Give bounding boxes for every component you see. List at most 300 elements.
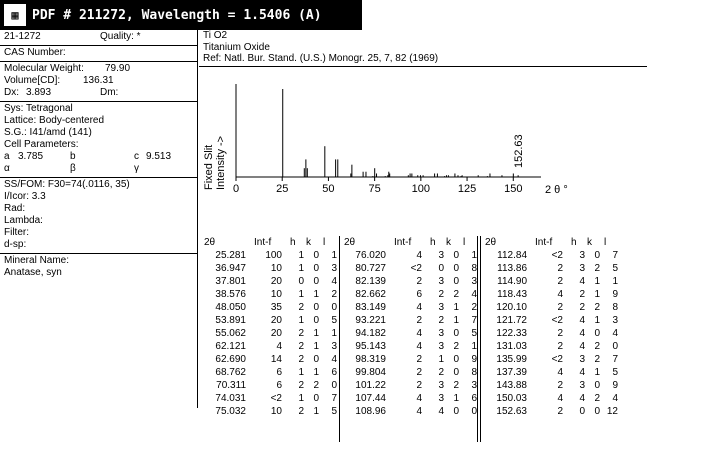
cell-h-index: 1 bbox=[298, 315, 304, 326]
table-row bbox=[342, 327, 482, 340]
cell-k-index: 0 bbox=[453, 406, 459, 417]
card-header-section bbox=[0, 30, 197, 46]
cell-l-index: 4 bbox=[331, 354, 337, 365]
cas-section bbox=[0, 46, 197, 62]
x-tick-label: 150 bbox=[504, 183, 523, 195]
cell-h-index: 4 bbox=[438, 406, 444, 417]
cell-two-theta: 101.22 bbox=[355, 380, 386, 391]
cell-two-theta: 62.121 bbox=[215, 341, 246, 352]
cell-l-index: 3 bbox=[471, 276, 477, 287]
table-row bbox=[483, 405, 623, 418]
cell-two-theta: 143.88 bbox=[496, 380, 527, 391]
cell-l-index: 7 bbox=[612, 354, 618, 365]
cell-k-index: 0 bbox=[594, 406, 600, 417]
ss-fom: SS/FOM: F30=74(.0116, 35) bbox=[4, 179, 130, 190]
cell-intensity: 6 bbox=[416, 289, 422, 300]
cell-h-index: 1 bbox=[298, 263, 304, 274]
cell-intensity: 6 bbox=[276, 367, 282, 378]
book-icon: ▦ bbox=[4, 4, 26, 26]
table-row bbox=[342, 314, 482, 327]
rad-label: Rad: bbox=[4, 203, 26, 214]
cell-intensity: <2 bbox=[551, 315, 563, 326]
d-sp-label: d-sp: bbox=[4, 239, 27, 250]
cell-a-value: 3.785 bbox=[18, 151, 44, 162]
dx-label: Dx: bbox=[4, 87, 19, 98]
table-row bbox=[342, 301, 482, 314]
table-row bbox=[483, 301, 623, 314]
cell-intensity: 2 bbox=[557, 341, 563, 352]
header-l-index: l bbox=[604, 237, 607, 248]
crystal-section bbox=[0, 102, 197, 178]
table-row bbox=[202, 301, 342, 314]
cell-alpha-label: α bbox=[4, 163, 10, 174]
cell-intensity: 2 bbox=[557, 276, 563, 287]
table-row bbox=[342, 275, 482, 288]
dm-label: Dm: bbox=[100, 87, 119, 98]
cell-h-index: 1 bbox=[298, 289, 304, 300]
cell-l-index: 3 bbox=[471, 380, 477, 391]
table-row bbox=[342, 366, 482, 379]
cell-two-theta: 122.33 bbox=[496, 328, 527, 339]
x-tick-label: 25 bbox=[276, 183, 289, 195]
cell-h-index: 4 bbox=[579, 315, 585, 326]
header-l-index: l bbox=[323, 237, 326, 248]
cell-k-index: 0 bbox=[453, 263, 459, 274]
cell-h-index: 2 bbox=[438, 367, 444, 378]
cell-intensity: 4 bbox=[416, 393, 422, 404]
cell-intensity: 20 bbox=[270, 328, 282, 339]
header-intensity: Int-f bbox=[254, 237, 272, 248]
cell-intensity: <2 bbox=[551, 354, 563, 365]
cell-intensity: 2 bbox=[557, 263, 563, 274]
cell-h-index: 3 bbox=[579, 380, 585, 391]
chemical-formula: Ti O2 bbox=[203, 30, 228, 41]
cell-k-index: 0 bbox=[453, 367, 459, 378]
cell-h-index: 4 bbox=[579, 328, 585, 339]
cell-k-index: 1 bbox=[313, 406, 319, 417]
cell-k-index: 1 bbox=[594, 315, 600, 326]
cell-l-index: 3 bbox=[331, 341, 337, 352]
pattern-panel bbox=[199, 30, 720, 450]
filter-label: Filter: bbox=[4, 227, 29, 238]
cell-k-index: 0 bbox=[313, 276, 319, 287]
cell-l-index: 4 bbox=[331, 276, 337, 287]
table-row bbox=[202, 379, 342, 392]
cell-two-theta: 113.86 bbox=[497, 263, 527, 274]
table-row bbox=[342, 405, 482, 418]
cell-k-index: 2 bbox=[453, 289, 459, 300]
cas-number-label: CAS Number: bbox=[4, 47, 66, 58]
cell-l-index: 3 bbox=[331, 263, 337, 274]
table-header-row bbox=[483, 236, 623, 249]
cell-h-index: 1 bbox=[438, 354, 444, 365]
cell-intensity: 4 bbox=[416, 302, 422, 313]
cell-intensity: 4 bbox=[416, 250, 422, 261]
cell-k-index: 2 bbox=[313, 380, 319, 391]
cell-b-label: b bbox=[70, 151, 76, 162]
header-intensity: Int-f bbox=[394, 237, 412, 248]
cell-intensity: 2 bbox=[416, 315, 422, 326]
cell-intensity: 6 bbox=[276, 380, 282, 391]
cell-k-index: 2 bbox=[594, 341, 600, 352]
cell-l-index: 8 bbox=[471, 367, 477, 378]
table-row bbox=[483, 340, 623, 353]
cell-l-index: 1 bbox=[471, 250, 477, 261]
cell-intensity: 2 bbox=[557, 302, 563, 313]
y-axis-label-line1: Fixed Slit bbox=[203, 144, 215, 190]
cell-k-index: 2 bbox=[594, 302, 600, 313]
cell-intensity: 2 bbox=[416, 276, 422, 287]
cell-k-index: 0 bbox=[594, 380, 600, 391]
cell-two-theta: 98.319 bbox=[355, 354, 386, 365]
header-h-index: h bbox=[290, 237, 296, 248]
table-row bbox=[483, 379, 623, 392]
cell-h-index: 3 bbox=[438, 302, 444, 313]
cell-intensity: <2 bbox=[410, 263, 422, 274]
cell-k-index: 2 bbox=[594, 263, 600, 274]
cell-k-index: 2 bbox=[453, 380, 459, 391]
cell-k-index: 1 bbox=[453, 393, 459, 404]
cell-two-theta: 118.43 bbox=[497, 289, 527, 300]
cell-l-index: 2 bbox=[471, 302, 477, 313]
peak-annotation: 152.63 bbox=[513, 134, 526, 168]
cell-k-index: 0 bbox=[313, 302, 319, 313]
cell-two-theta: 120.10 bbox=[496, 302, 527, 313]
cell-l-index: 5 bbox=[331, 315, 337, 326]
mineral-name: Anatase, syn bbox=[4, 267, 62, 278]
cell-intensity: 100 bbox=[265, 250, 282, 261]
cell-two-theta: 70.311 bbox=[216, 380, 246, 391]
cell-k-index: 0 bbox=[453, 250, 459, 261]
cell-l-index: 5 bbox=[612, 263, 618, 274]
cell-h-index: 3 bbox=[438, 341, 444, 352]
cell-l-index: 0 bbox=[331, 302, 337, 313]
cell-intensity: 4 bbox=[557, 393, 563, 404]
cell-two-theta: 93.221 bbox=[355, 315, 386, 326]
dx-value: 3.893 bbox=[26, 87, 52, 98]
cell-h-index: 2 bbox=[298, 380, 304, 391]
cell-two-theta: 107.44 bbox=[355, 393, 386, 404]
cell-intensity: 10 bbox=[270, 289, 282, 300]
header-h-index: h bbox=[430, 237, 436, 248]
cell-h-index: 3 bbox=[438, 393, 444, 404]
cell-two-theta: 80.727 bbox=[355, 263, 386, 274]
table-row bbox=[483, 353, 623, 366]
cell-k-index: 1 bbox=[594, 276, 600, 287]
cell-h-index: 2 bbox=[579, 302, 585, 313]
table-row bbox=[202, 353, 342, 366]
cell-h-index: 4 bbox=[579, 341, 585, 352]
meta-section bbox=[0, 178, 197, 254]
cell-h-index: 2 bbox=[579, 289, 585, 300]
peak-table-column bbox=[342, 236, 482, 418]
volume-value: 136.31 bbox=[83, 75, 114, 86]
table-row bbox=[342, 262, 482, 275]
header-l-index: l bbox=[463, 237, 466, 248]
cell-l-index: 6 bbox=[471, 393, 477, 404]
cell-intensity: 2 bbox=[416, 380, 422, 391]
cell-l-index: 0 bbox=[612, 341, 618, 352]
cell-k-index: 2 bbox=[594, 393, 600, 404]
cell-h-index: 2 bbox=[298, 328, 304, 339]
peak-table-column bbox=[202, 236, 342, 418]
cell-l-index: 1 bbox=[471, 341, 477, 352]
cell-l-index: 2 bbox=[331, 289, 337, 300]
cell-k-index: 1 bbox=[453, 302, 459, 313]
cell-l-index: 1 bbox=[331, 250, 337, 261]
table-header-row bbox=[202, 236, 342, 249]
table-row bbox=[483, 249, 623, 262]
header-two-theta: 2θ bbox=[344, 237, 356, 248]
table-row bbox=[342, 340, 482, 353]
cell-h-index: 4 bbox=[579, 367, 585, 378]
compound-header bbox=[199, 30, 647, 67]
cell-two-theta: 62.690 bbox=[215, 354, 246, 365]
table-row bbox=[202, 340, 342, 353]
cell-intensity: 4 bbox=[557, 289, 563, 300]
diffraction-chart bbox=[199, 72, 579, 202]
cell-l-index: 12 bbox=[606, 406, 618, 417]
header-two-theta: 2θ bbox=[204, 237, 216, 248]
cell-l-index: 6 bbox=[331, 367, 337, 378]
cell-l-index: 7 bbox=[331, 393, 337, 404]
cell-two-theta: 83.149 bbox=[355, 302, 386, 313]
cell-two-theta: 48.050 bbox=[215, 302, 246, 313]
cell-two-theta: 82.139 bbox=[355, 276, 386, 287]
cell-h-index: 0 bbox=[579, 406, 585, 417]
cell-two-theta: 114.90 bbox=[497, 276, 527, 287]
x-tick-label: 100 bbox=[411, 183, 431, 195]
table-row bbox=[202, 288, 342, 301]
table-row bbox=[483, 314, 623, 327]
weight-section bbox=[0, 62, 197, 102]
cell-k-index: 0 bbox=[453, 276, 459, 287]
x-axis-label: 2 θ ° bbox=[545, 184, 568, 196]
cell-h-index: 2 bbox=[298, 341, 304, 352]
title-bar bbox=[0, 0, 362, 30]
table-row bbox=[202, 327, 342, 340]
cell-beta-label: β bbox=[70, 163, 76, 174]
cell-h-index: 3 bbox=[579, 263, 585, 274]
cell-l-index: 7 bbox=[471, 315, 477, 326]
cell-l-index: 4 bbox=[612, 393, 618, 404]
cell-two-theta: 53.891 bbox=[215, 315, 246, 326]
cell-l-index: 8 bbox=[471, 263, 477, 274]
x-tick-label: 75 bbox=[368, 183, 381, 195]
cell-h-index: 3 bbox=[438, 250, 444, 261]
cell-l-index: 7 bbox=[612, 250, 618, 261]
cell-h-index: 3 bbox=[579, 354, 585, 365]
y-axis-label-line2: Intensity -> bbox=[215, 135, 227, 190]
table-row bbox=[202, 275, 342, 288]
cell-k-index: 2 bbox=[594, 354, 600, 365]
molecular-weight-label: Molecular Weight: bbox=[4, 63, 84, 74]
cell-two-theta: 68.762 bbox=[215, 367, 246, 378]
cell-intensity: 4 bbox=[416, 328, 422, 339]
card-number: 21-1272 bbox=[4, 31, 41, 42]
cell-intensity: 10 bbox=[270, 406, 282, 417]
crystal-system: Sys: Tetragonal bbox=[4, 103, 73, 114]
header-k-index: k bbox=[587, 237, 592, 248]
cell-a-label: a bbox=[4, 151, 10, 162]
cell-h-index: 0 bbox=[298, 276, 304, 287]
cell-l-index: 9 bbox=[471, 354, 477, 365]
cell-intensity: 2 bbox=[557, 328, 563, 339]
cell-h-index: 2 bbox=[298, 354, 304, 365]
cell-l-index: 5 bbox=[331, 406, 337, 417]
table-row bbox=[342, 288, 482, 301]
header-h-index: h bbox=[571, 237, 577, 248]
cell-l-index: 0 bbox=[471, 406, 477, 417]
cell-k-index: 0 bbox=[313, 354, 319, 365]
cell-k-index: 0 bbox=[453, 328, 459, 339]
cell-l-index: 1 bbox=[612, 276, 618, 287]
table-row bbox=[202, 405, 342, 418]
cell-k-index: 1 bbox=[594, 289, 600, 300]
x-tick-label: 0 bbox=[232, 183, 240, 195]
cell-two-theta: 36.947 bbox=[215, 263, 246, 274]
header-k-index: k bbox=[446, 237, 451, 248]
cell-l-index: 9 bbox=[612, 380, 618, 391]
cell-two-theta: 152.63 bbox=[496, 406, 527, 417]
table-row bbox=[483, 366, 623, 379]
cell-gamma-label: γ bbox=[134, 163, 139, 174]
cell-l-index: 8 bbox=[612, 302, 618, 313]
cell-h-index: 4 bbox=[579, 276, 585, 287]
i-icor: I/Icor: 3.3 bbox=[4, 191, 46, 202]
cell-intensity: 2 bbox=[557, 406, 563, 417]
cell-k-index: 0 bbox=[594, 328, 600, 339]
cell-two-theta: 25.281 bbox=[215, 250, 246, 261]
table-row bbox=[342, 249, 482, 262]
lambda-label: Lambda: bbox=[4, 215, 43, 226]
cell-intensity: 14 bbox=[270, 354, 282, 365]
cell-two-theta: 94.182 bbox=[355, 328, 386, 339]
mineral-section bbox=[0, 254, 197, 280]
cell-k-index: 0 bbox=[313, 315, 319, 326]
cell-h-index: 2 bbox=[438, 315, 444, 326]
cell-h-index: 1 bbox=[298, 393, 304, 404]
cell-two-theta: 55.062 bbox=[215, 328, 246, 339]
cell-l-index: 5 bbox=[612, 367, 618, 378]
cell-k-index: 1 bbox=[313, 328, 319, 339]
cell-two-theta: 76.020 bbox=[355, 250, 386, 261]
cell-l-index: 3 bbox=[612, 315, 618, 326]
cell-intensity: 20 bbox=[270, 276, 282, 287]
volume-label: Volume[CD]: bbox=[4, 75, 61, 86]
x-tick-label: 125 bbox=[457, 183, 477, 195]
cell-k-index: 0 bbox=[313, 263, 319, 274]
cell-l-index: 4 bbox=[612, 328, 618, 339]
cell-k-index: 1 bbox=[313, 341, 319, 352]
cell-parameters-label: Cell Parameters: bbox=[4, 139, 79, 150]
cell-k-index: 1 bbox=[453, 315, 459, 326]
cell-k-index: 1 bbox=[594, 367, 600, 378]
cell-intensity: 2 bbox=[557, 380, 563, 391]
cell-two-theta: 75.032 bbox=[215, 406, 246, 417]
table-row bbox=[483, 288, 623, 301]
cell-k-index: 0 bbox=[313, 250, 319, 261]
lattice-type: Lattice: Body-centered bbox=[4, 115, 105, 126]
table-row bbox=[202, 262, 342, 275]
cell-two-theta: 74.031 bbox=[215, 393, 246, 404]
cell-two-theta: 150.03 bbox=[496, 393, 527, 404]
cell-h-index: 1 bbox=[298, 250, 304, 261]
table-row bbox=[342, 353, 482, 366]
cell-h-index: 2 bbox=[298, 406, 304, 417]
cell-h-index: 2 bbox=[298, 302, 304, 313]
cell-two-theta: 38.576 bbox=[215, 289, 246, 300]
cell-two-theta: 108.96 bbox=[355, 406, 386, 417]
cell-h-index: 3 bbox=[438, 380, 444, 391]
cell-intensity: <2 bbox=[270, 393, 282, 404]
cell-c-value: 9.513 bbox=[146, 151, 172, 162]
cell-intensity: 4 bbox=[276, 341, 282, 352]
header-intensity: Int-f bbox=[535, 237, 553, 248]
x-tick-label: 50 bbox=[322, 183, 335, 195]
cell-two-theta: 137.39 bbox=[496, 367, 527, 378]
cell-k-index: 0 bbox=[313, 393, 319, 404]
cell-h-index: 2 bbox=[438, 289, 444, 300]
cell-c-label: c bbox=[134, 151, 139, 162]
mineral-name-label: Mineral Name: bbox=[4, 255, 70, 266]
quality-mark: Quality: * bbox=[100, 31, 141, 42]
table-row bbox=[202, 314, 342, 327]
cell-k-index: 1 bbox=[313, 289, 319, 300]
cell-h-index: 1 bbox=[298, 367, 304, 378]
cell-two-theta: 95.143 bbox=[355, 341, 386, 352]
cell-intensity: 10 bbox=[270, 263, 282, 274]
table-row bbox=[483, 262, 623, 275]
molecular-weight-value: 79.90 bbox=[105, 63, 131, 74]
cell-intensity: 2 bbox=[416, 367, 422, 378]
table-row bbox=[483, 327, 623, 340]
space-group: S.G.: I41/amd (141) bbox=[4, 127, 92, 138]
cell-two-theta: 99.804 bbox=[355, 367, 386, 378]
cell-h-index: 0 bbox=[438, 263, 444, 274]
reference: Ref: Natl. Bur. Stand. (U.S.) Monogr. 25, 7, 82 (1969) bbox=[203, 53, 439, 64]
cell-l-index: 9 bbox=[612, 289, 618, 300]
cell-h-index: 3 bbox=[579, 250, 585, 261]
cell-k-index: 0 bbox=[453, 354, 459, 365]
cell-intensity: 4 bbox=[416, 406, 422, 417]
cell-h-index: 3 bbox=[438, 276, 444, 287]
cell-k-index: 2 bbox=[453, 341, 459, 352]
cell-intensity: 20 bbox=[270, 315, 282, 326]
header-two-theta: 2θ bbox=[485, 237, 497, 248]
cell-intensity: 2 bbox=[416, 354, 422, 365]
cell-k-index: 0 bbox=[594, 250, 600, 261]
table-row bbox=[202, 249, 342, 262]
table-row bbox=[342, 392, 482, 405]
cell-l-index: 0 bbox=[331, 380, 337, 391]
cell-two-theta: 82.662 bbox=[355, 289, 386, 300]
cell-intensity: 4 bbox=[557, 367, 563, 378]
cell-k-index: 1 bbox=[313, 367, 319, 378]
cell-h-index: 4 bbox=[579, 393, 585, 404]
cell-l-index: 4 bbox=[471, 289, 477, 300]
table-row bbox=[483, 392, 623, 405]
cell-l-index: 5 bbox=[471, 328, 477, 339]
table-row bbox=[202, 392, 342, 405]
cell-h-index: 3 bbox=[438, 328, 444, 339]
cell-l-index: 1 bbox=[331, 328, 337, 339]
cell-intensity: 35 bbox=[270, 302, 282, 313]
peak-table-column bbox=[483, 236, 623, 418]
table-row bbox=[202, 366, 342, 379]
compound-name: Titanium Oxide bbox=[203, 41, 270, 53]
cell-intensity: <2 bbox=[551, 250, 563, 261]
